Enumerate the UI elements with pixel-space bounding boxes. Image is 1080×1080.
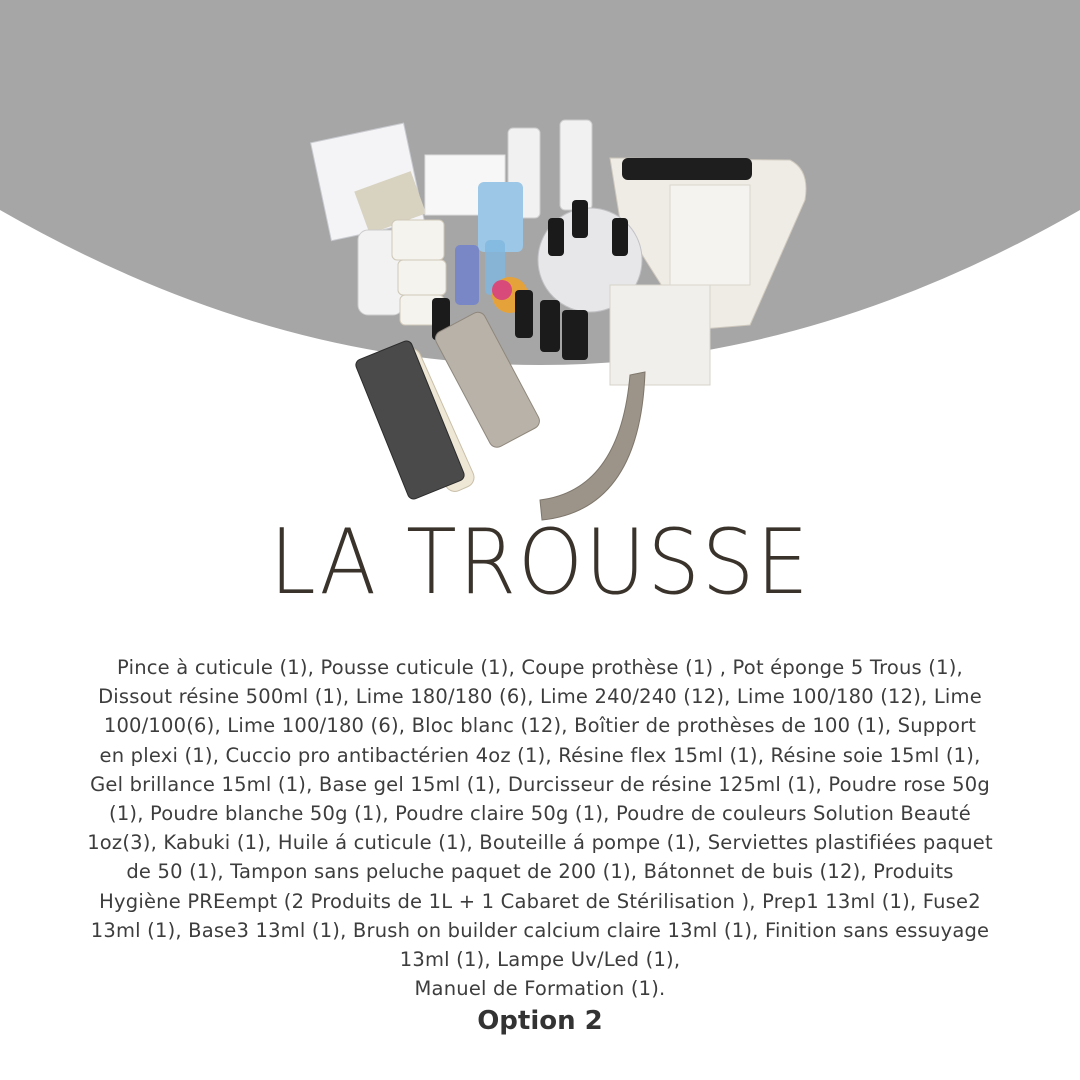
option-label: Option 2	[477, 1006, 603, 1036]
kit-contents-description: Pince à cuticule (1), Pousse cuticule (1), Coupe prothèse (1) , Pot éponge 5 Trous (1), Dissout résine 500ml (1), Lime 180/180 (6), Lime 240/240 (12), Lime 100/180 (12), Lime 100/100(6), Lime 100/180 (6), Bloc blanc (12), Boîtier de prothèses de 100 (1), Support en plexi (1), Cuccio pro antibactérien 4oz (1), Résine flex 15ml (1), Résine soie 15ml (1), Gel brillance 15ml (1), Base gel 15ml (1), Durcisseur de résine 125ml (1), Poudre rose 50g (1), Poudre blanche 50g (1), Poudre claire 50g (1), Poudre de couleurs Solution Beauté 1oz(3), Kabuki (1), Huile á cuticule (1), Bouteille á pompe (1), Serviettes plastifiées paquet de 50 (1), Tampon sans peluche paquet de 200 (1), Bátonnet de buis (12), Produits Hygiène PREempt (2 Produits de 1L + 1 Cabaret de Stérilisation ), Prep1 13ml (1), Fuse2 13ml (1), Base3 13ml (1), Brush on builder calcium claire 13ml (1), Finition sans essuyage 13ml (1), Lampe Uv/Led (1), Manuel de Formation (1).	[87, 656, 993, 1001]
page-title: LA TROUSSE	[269, 510, 811, 615]
nail-kit-photo	[310, 110, 820, 530]
